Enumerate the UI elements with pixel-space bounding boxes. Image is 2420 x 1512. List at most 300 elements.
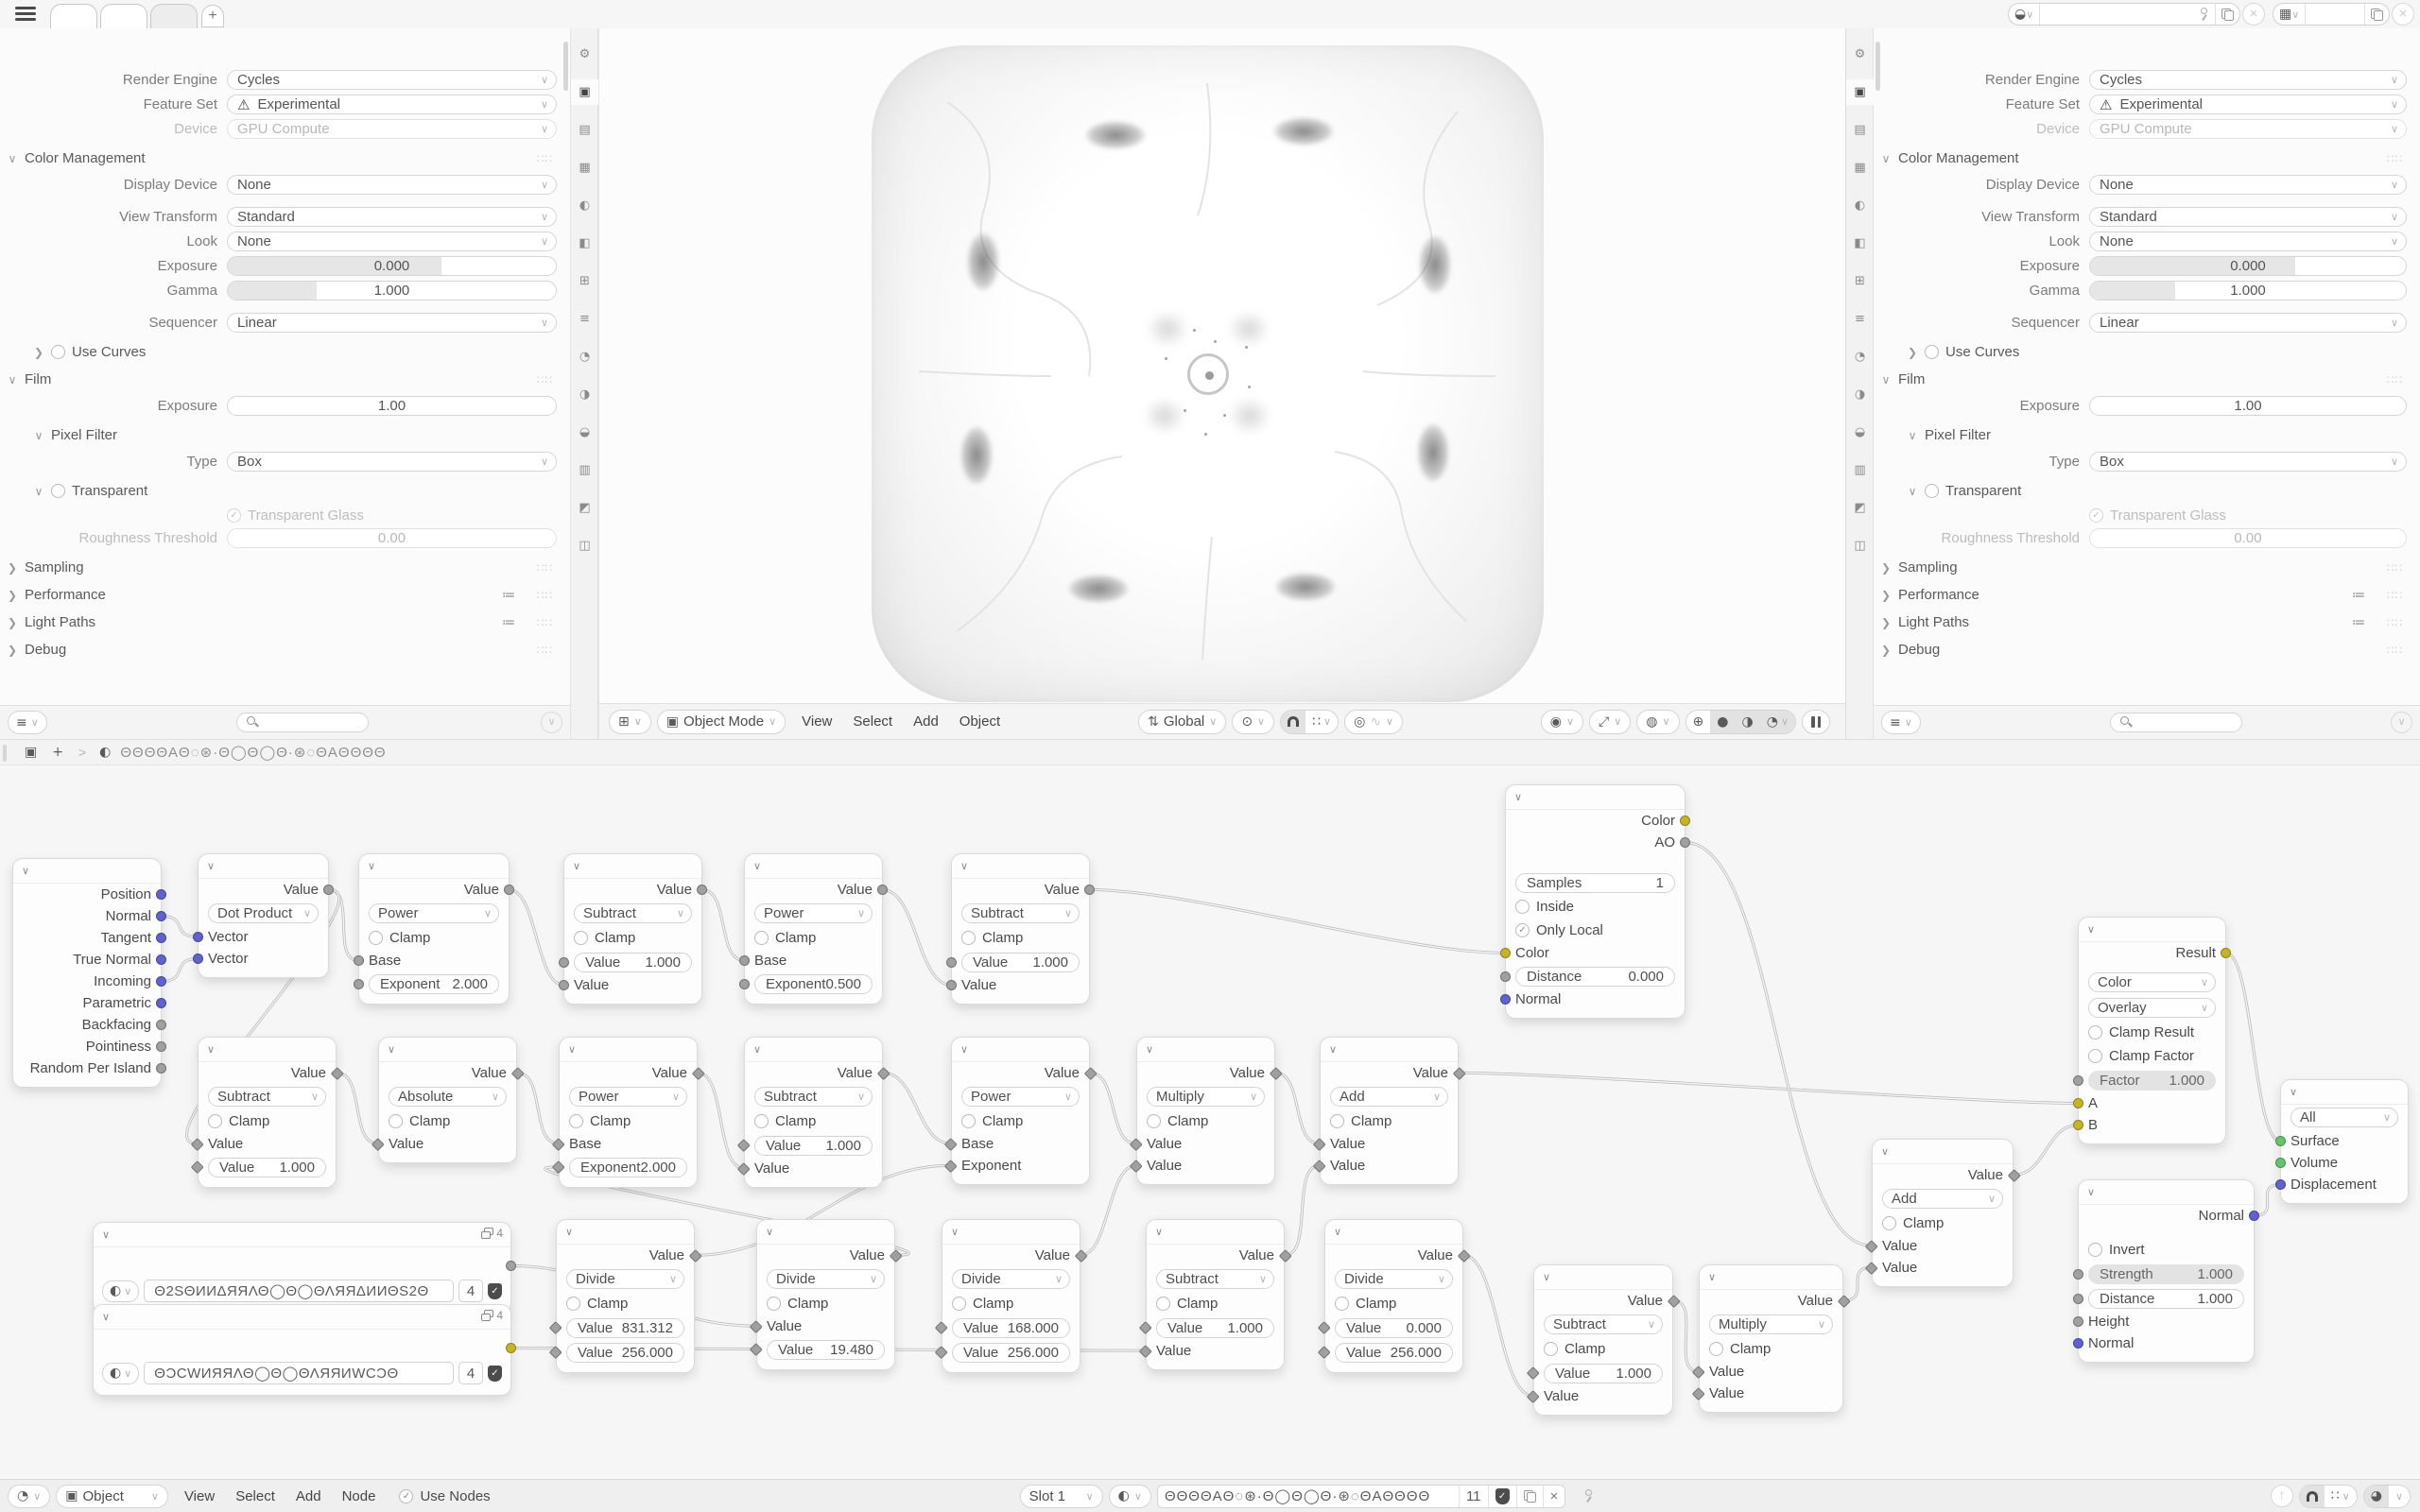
operation-dropdown[interactable]: [389, 1087, 507, 1107]
checkbox-icon[interactable]: [1709, 1342, 1723, 1356]
collapse-icon[interactable]: ∨: [207, 1044, 216, 1056]
input-socket[interactable]: [2073, 1269, 2083, 1280]
dropdown-feature-set[interactable]: [2089, 94, 2407, 114]
window-tab-3[interactable]: [150, 4, 198, 28]
drag-handle-icon[interactable]: ∷∷: [2386, 643, 2403, 657]
drag-handle-icon[interactable]: ∷∷: [2386, 560, 2403, 575]
prop-transparent-glass[interactable]: [0, 507, 557, 524]
input-socket[interactable]: [2073, 1294, 2083, 1304]
operation-dropdown[interactable]: [569, 1087, 687, 1107]
value-field-distance[interactable]: [1515, 967, 1675, 987]
node-add1[interactable]: [1320, 1037, 1459, 1185]
checkbox-icon[interactable]: [1925, 484, 1939, 498]
operation-dropdown[interactable]: [2088, 998, 2216, 1018]
dropdown-render-engine[interactable]: [227, 70, 557, 90]
shading-rendered-button[interactable]: ◔ ∨: [1760, 711, 1795, 733]
node-editor-canvas[interactable]: [0, 765, 2420, 1479]
collapse-icon[interactable]: ∨: [207, 861, 216, 872]
collapse-icon[interactable]: ∨: [102, 1229, 111, 1241]
checkbox-icon[interactable]: [1156, 1297, 1170, 1311]
checkbox-icon[interactable]: [51, 484, 65, 498]
input-socket[interactable]: [739, 955, 750, 966]
output-socket[interactable]: [506, 1261, 516, 1271]
properties-tab-object[interactable]: ⊞: [579, 274, 590, 288]
dropdown-device[interactable]: [227, 119, 557, 139]
input-socket[interactable]: [1500, 994, 1511, 1005]
input-socket[interactable]: [193, 954, 203, 964]
input-socket[interactable]: [354, 979, 364, 989]
scene-name-field[interactable]: [2040, 4, 2216, 25]
shading-solid-button[interactable]: ●: [1710, 711, 1735, 733]
image-name-field[interactable]: Θ2SΘИИΔЯЯΛΘ◯Θ◯ΘΛЯЯΔИИΘS2Θ: [144, 1280, 454, 1302]
scrollbar[interactable]: [3, 745, 7, 762]
checkbox-icon[interactable]: [961, 1114, 976, 1128]
collapse-icon[interactable]: ∨: [951, 1227, 959, 1238]
value-field-value[interactable]: [1156, 1318, 1274, 1338]
value-field-value[interactable]: [208, 1158, 326, 1177]
section-film[interactable]: [1874, 371, 2407, 387]
node-mul1[interactable]: [1136, 1037, 1275, 1185]
value-field-value[interactable]: [566, 1343, 684, 1363]
input-socket[interactable]: [1500, 971, 1511, 982]
value-field-value[interactable]: [566, 1318, 684, 1338]
operation-dropdown[interactable]: [1156, 1269, 1274, 1289]
checkbox-icon[interactable]: [208, 1114, 222, 1128]
node-editor-type-button[interactable]: ◔ ∨: [8, 1485, 50, 1508]
dropdown-display-device[interactable]: [2089, 175, 2407, 195]
overlays-toggle[interactable]: ⤢ ∨: [1589, 710, 1631, 734]
window-tab-2[interactable]: [100, 4, 147, 28]
properties-tab-texture[interactable]: ◫: [1854, 539, 1866, 553]
properties-tab-constraints[interactable]: ◒: [579, 425, 591, 439]
overlay-toggle[interactable]: ◕: [2364, 1486, 2389, 1507]
checkbox-icon[interactable]: [2088, 1243, 2102, 1257]
section-sampling[interactable]: [1874, 559, 2407, 576]
close-viewlayer-icon[interactable]: ×: [2392, 3, 2414, 26]
snap-toggle[interactable]: [1281, 711, 1305, 733]
orientation-dropdown[interactable]: ⇅ Global ∨: [1138, 710, 1226, 734]
slider-roughness-threshold[interactable]: [2089, 528, 2407, 548]
node-view-menu[interactable]: View: [183, 1487, 216, 1504]
operation-dropdown[interactable]: [754, 903, 873, 923]
drag-handle-icon[interactable]: ∷∷: [536, 372, 553, 387]
input-socket[interactable]: [2275, 1179, 2286, 1190]
operation-dropdown[interactable]: [1147, 1087, 1265, 1107]
viewport-select-menu[interactable]: Select: [853, 713, 893, 730]
collapse-icon[interactable]: ∨: [1329, 1044, 1338, 1056]
node-header[interactable]: [199, 854, 328, 879]
collapse-icon[interactable]: ∨: [1155, 1227, 1164, 1238]
hamburger-menu-icon[interactable]: [15, 7, 36, 22]
checkbox-icon[interactable]: [1925, 345, 1939, 359]
input-socket[interactable]: [2073, 1338, 2083, 1349]
overlay-settings[interactable]: ∨: [2394, 1490, 2403, 1503]
section-transparent[interactable]: [0, 483, 557, 499]
collapse-icon[interactable]: ∨: [2087, 1187, 2096, 1198]
xray-toggle[interactable]: ◍ ∨: [1636, 710, 1679, 734]
operation-dropdown[interactable]: [2088, 972, 2216, 992]
snap-settings[interactable]: ∷ ∨: [1312, 713, 1332, 730]
node-header[interactable]: [745, 1038, 882, 1062]
node-header[interactable]: [560, 1038, 697, 1062]
node-header[interactable]: [942, 1220, 1080, 1245]
operation-dropdown[interactable]: [566, 1269, 684, 1289]
image-browse-button[interactable]: ◐ ∨: [102, 1280, 139, 1302]
properties-tab-object-data[interactable]: ▥: [579, 463, 591, 477]
slider-gamma[interactable]: [227, 281, 557, 301]
node-add-menu[interactable]: Add: [295, 1487, 321, 1504]
drag-handle-icon[interactable]: ∷∷: [2386, 151, 2403, 165]
collapse-icon[interactable]: ∨: [573, 861, 581, 872]
output-socket[interactable]: [156, 1041, 166, 1052]
output-socket[interactable]: [156, 976, 166, 987]
collapse-icon[interactable]: ∨: [388, 1044, 396, 1056]
node-header[interactable]: [1321, 1038, 1458, 1062]
properties-tab-world[interactable]: ◧: [1854, 236, 1866, 250]
checkbox-icon[interactable]: [566, 1297, 580, 1311]
slider-exposure[interactable]: [2089, 396, 2407, 416]
drag-handle-icon[interactable]: ∷∷: [536, 615, 553, 629]
value-field-samples[interactable]: [1515, 873, 1675, 893]
input-socket[interactable]: [1500, 948, 1511, 958]
parent-node-tree-button[interactable]: ↑: [2271, 1485, 2293, 1507]
node-header[interactable]: [1506, 785, 1685, 810]
drag-handle-icon[interactable]: ∷∷: [536, 588, 553, 602]
checkbox-icon[interactable]: [2088, 1025, 2102, 1040]
image-name-field[interactable]: ΘƆCWИЯЯΛΘ◯Θ◯ΘΛЯЯИWCƆΘ: [144, 1362, 454, 1384]
value-field-strength[interactable]: [2088, 1264, 2244, 1284]
node-abs1[interactable]: [378, 1037, 517, 1163]
properties-tab-object-data[interactable]: ▥: [1854, 463, 1866, 477]
properties-tab-object[interactable]: ⊞: [1855, 274, 1865, 288]
fake-user-shield-icon[interactable]: ✓: [488, 1283, 502, 1299]
section-pixel-filter[interactable]: [0, 427, 557, 443]
collapse-icon[interactable]: ∨: [1881, 1146, 1890, 1158]
image-users-count[interactable]: 4: [458, 1280, 483, 1302]
operation-dropdown[interactable]: [952, 1269, 1070, 1289]
node-header[interactable]: [952, 1038, 1089, 1062]
node-div2[interactable]: [756, 1219, 895, 1370]
checkbox-icon[interactable]: [574, 931, 588, 945]
collapse-icon[interactable]: ∨: [568, 1044, 577, 1056]
operation-dropdown[interactable]: [574, 903, 692, 923]
snap-toggle[interactable]: [2300, 1486, 2325, 1507]
node-pow2[interactable]: [744, 853, 883, 1005]
collapse-icon[interactable]: ∨: [102, 1312, 111, 1323]
input-socket[interactable]: [354, 955, 364, 966]
output-socket[interactable]: [1680, 837, 1690, 848]
node-dot[interactable]: [198, 853, 329, 978]
properties-tab-tool[interactable]: ⚙: [579, 47, 591, 61]
viewport-view-menu[interactable]: View: [802, 713, 833, 730]
value-field-value[interactable]: [1544, 1364, 1663, 1383]
output-socket[interactable]: [504, 885, 514, 895]
collapse-icon[interactable]: ∨: [753, 1044, 762, 1056]
input-socket[interactable]: [2275, 1136, 2286, 1146]
properties-tab-scene[interactable]: ◐: [579, 198, 591, 213]
value-field-value[interactable]: [1335, 1318, 1453, 1338]
value-field-exponent[interactable]: [754, 974, 873, 994]
checkbox-icon[interactable]: [369, 931, 383, 945]
section-performance[interactable]: [0, 587, 557, 603]
drag-handle-icon[interactable]: ∷∷: [536, 151, 553, 165]
operation-dropdown[interactable]: [1882, 1189, 2003, 1209]
properties-tab-tool[interactable]: ⚙: [1854, 47, 1866, 61]
shading-wireframe-button[interactable]: ⊕: [1692, 713, 1704, 730]
value-field-value[interactable]: [754, 1136, 873, 1156]
drag-handle-icon[interactable]: ∷∷: [536, 560, 553, 575]
operation-dropdown[interactable]: [961, 1087, 1080, 1107]
node-header[interactable]: [94, 1305, 510, 1330]
viewport-editor-type-button[interactable]: ⊞ ∨: [609, 710, 651, 734]
node-add2[interactable]: [1872, 1139, 2014, 1287]
collapse-icon[interactable]: ∨: [960, 1044, 969, 1056]
properties-search-input[interactable]: [236, 713, 369, 732]
new-tab-button[interactable]: +: [201, 5, 224, 27]
collapse-icon[interactable]: ∨: [2290, 1087, 2298, 1098]
input-socket[interactable]: [946, 957, 957, 968]
section-light-paths[interactable]: [0, 614, 557, 630]
operation-dropdown[interactable]: [2290, 1108, 2398, 1127]
editor-type-button[interactable]: ≡ ∨: [8, 711, 47, 734]
checkbox-icon[interactable]: ✓: [2089, 508, 2103, 523]
node-header[interactable]: [745, 854, 882, 879]
output-socket[interactable]: [1680, 816, 1690, 826]
properties-tab-texture[interactable]: ◫: [579, 539, 591, 553]
material-users-count[interactable]: 11: [1459, 1486, 1488, 1507]
dropdown-look[interactable]: [2089, 232, 2407, 251]
node-header[interactable]: [13, 859, 161, 884]
node-sub6[interactable]: [1533, 1264, 1673, 1416]
output-socket[interactable]: [2249, 1211, 2259, 1221]
dropdown-type[interactable]: [227, 452, 557, 472]
operation-dropdown[interactable]: [208, 1087, 326, 1107]
checkbox-icon[interactable]: [1544, 1342, 1558, 1356]
node-pow3[interactable]: [559, 1037, 698, 1188]
checkbox-icon[interactable]: [1882, 1216, 1896, 1230]
scrollbar[interactable]: [1876, 42, 1880, 91]
checkbox-icon[interactable]: [754, 1114, 769, 1128]
node-header[interactable]: [2281, 1080, 2408, 1105]
slider-roughness-threshold[interactable]: [227, 528, 557, 548]
scrollbar[interactable]: [563, 42, 568, 91]
input-socket[interactable]: [2073, 1316, 2083, 1327]
viewport-add-menu[interactable]: Add: [913, 713, 939, 730]
properties-options-button[interactable]: ∨: [2391, 712, 2412, 733]
node-header[interactable]: [1325, 1220, 1462, 1245]
collapse-icon[interactable]: ∨: [2087, 924, 2096, 936]
section-use-curves[interactable]: [0, 344, 557, 360]
operation-dropdown[interactable]: [208, 903, 319, 923]
input-socket[interactable]: [2073, 1120, 2083, 1130]
image-browse-button[interactable]: ◐ ∨: [102, 1363, 139, 1384]
material-browse-button[interactable]: ◐ ∨: [1109, 1485, 1151, 1508]
checkbox-icon[interactable]: [961, 931, 976, 945]
section-sampling[interactable]: [0, 559, 557, 576]
node-img2[interactable]: [93, 1304, 511, 1396]
section-transparent[interactable]: [1874, 483, 2407, 499]
viewport-3d[interactable]: [599, 28, 1845, 739]
collapse-icon[interactable]: ∨: [1334, 1227, 1342, 1238]
view-layer-icon[interactable]: ▦ ∨: [2273, 4, 2306, 25]
operation-dropdown[interactable]: [754, 1087, 873, 1107]
node-header[interactable]: [1873, 1140, 2013, 1164]
properties-tab-scene[interactable]: ◐: [1854, 198, 1866, 213]
section-color-management[interactable]: [0, 150, 557, 166]
properties-tab-output[interactable]: ▤: [1854, 123, 1866, 137]
node-sub5[interactable]: [1146, 1219, 1285, 1370]
node-bump[interactable]: [2078, 1179, 2255, 1363]
collapse-icon[interactable]: ∨: [1543, 1272, 1551, 1283]
node-sub1[interactable]: [563, 853, 702, 1005]
node-header[interactable]: [1700, 1265, 1842, 1290]
output-socket[interactable]: [2221, 948, 2231, 958]
viewlayer-datablock-selector[interactable]: [2273, 3, 2390, 26]
pause-render-button[interactable]: [1802, 710, 1830, 734]
checkbox-icon[interactable]: [51, 345, 65, 359]
node-header[interactable]: [2079, 1180, 2254, 1205]
node-geo[interactable]: [12, 858, 162, 1088]
section-pixel-filter[interactable]: [1874, 427, 2407, 443]
section-film[interactable]: [0, 371, 557, 387]
drag-handle-icon[interactable]: ∷∷: [2386, 588, 2403, 602]
operation-dropdown[interactable]: [1330, 1087, 1448, 1107]
copy-material-icon[interactable]: [1516, 1486, 1543, 1507]
operation-dropdown[interactable]: [1335, 1269, 1453, 1289]
copy-viewlayer-icon[interactable]: [2365, 4, 2389, 25]
viewlayer-name-field[interactable]: [2306, 4, 2365, 25]
drag-handle-icon[interactable]: ∷∷: [2386, 372, 2403, 387]
value-field-value[interactable]: [952, 1318, 1070, 1338]
properties-tab-render[interactable]: ▣: [571, 79, 598, 105]
checkbox-icon[interactable]: [952, 1297, 966, 1311]
close-scene-icon[interactable]: ×: [2242, 3, 2265, 26]
checkbox-icon[interactable]: [1515, 900, 1530, 914]
node-mul2[interactable]: [1699, 1264, 1843, 1413]
node-header[interactable]: [2079, 918, 2225, 942]
slider-exposure[interactable]: [227, 256, 557, 276]
node-sub3[interactable]: [198, 1037, 337, 1188]
value-field-value[interactable]: [1335, 1343, 1453, 1363]
input-socket[interactable]: [946, 980, 957, 990]
operation-dropdown[interactable]: [961, 903, 1080, 923]
output-socket[interactable]: [877, 885, 888, 895]
dropdown-type[interactable]: [2089, 452, 2407, 472]
section-performance[interactable]: [1874, 587, 2407, 603]
node-img1[interactable]: [93, 1222, 511, 1314]
value-field-value[interactable]: [961, 953, 1080, 972]
collapse-icon[interactable]: ∨: [368, 861, 376, 872]
fake-user-shield-icon[interactable]: ✓: [488, 1366, 502, 1382]
node-header[interactable]: [199, 1038, 336, 1062]
gizmo-toggle[interactable]: ◉ ∨: [1541, 710, 1583, 734]
checkbox-icon[interactable]: [767, 1297, 781, 1311]
input-socket[interactable]: [2073, 1075, 2083, 1086]
properties-tab-modifiers[interactable]: ≡: [579, 312, 590, 326]
properties-tab-render[interactable]: ▣: [1846, 79, 1874, 105]
input-socket[interactable]: [559, 980, 569, 990]
editor-type-button[interactable]: ≡ ∨: [1881, 711, 1921, 734]
operation-dropdown[interactable]: [1709, 1314, 1833, 1334]
dropdown-device[interactable]: [2089, 119, 2407, 139]
node-pow4[interactable]: [951, 1037, 1090, 1185]
collapse-icon[interactable]: ∨: [766, 1227, 774, 1238]
output-socket[interactable]: [156, 954, 166, 965]
value-field-exponent[interactable]: [369, 974, 499, 994]
output-socket[interactable]: [156, 1020, 166, 1030]
properties-tab-world[interactable]: ◧: [579, 236, 591, 250]
node-ao[interactable]: [1505, 784, 1685, 1019]
slider-exposure[interactable]: [227, 396, 557, 416]
checkbox-icon[interactable]: ✓: [227, 508, 241, 523]
node-div5[interactable]: [1324, 1219, 1463, 1373]
checkbox-icon[interactable]: [1330, 1114, 1344, 1128]
section-debug[interactable]: [1874, 642, 2407, 658]
shading-material-button[interactable]: ◑: [1736, 711, 1760, 733]
node-div1[interactable]: [556, 1219, 695, 1373]
node-header[interactable]: [1137, 1038, 1274, 1062]
dropdown-render-engine[interactable]: [2089, 70, 2407, 90]
properties-tab-view-layer[interactable]: ▦: [579, 161, 591, 175]
output-socket[interactable]: [156, 998, 166, 1008]
dropdown-sequencer[interactable]: [2089, 313, 2407, 333]
operation-dropdown[interactable]: [369, 903, 499, 923]
list-icon[interactable]: ≔: [502, 614, 515, 629]
use-nodes-checkbox[interactable]: [399, 1488, 490, 1504]
node-node-menu[interactable]: Node: [341, 1487, 376, 1504]
node-pow1[interactable]: [358, 853, 510, 1005]
node-div3[interactable]: [942, 1219, 1080, 1373]
node-header[interactable]: [564, 854, 701, 879]
properties-tab-physics[interactable]: ◑: [1854, 387, 1866, 402]
dropdown-view-transform[interactable]: [227, 207, 557, 227]
collapse-icon[interactable]: ∨: [960, 861, 969, 872]
section-color-management[interactable]: [1874, 150, 2407, 166]
node-header[interactable]: [1147, 1220, 1284, 1245]
unlink-material-icon[interactable]: ×: [1543, 1486, 1565, 1507]
node-mix[interactable]: [2078, 917, 2226, 1144]
section-light-paths[interactable]: [1874, 614, 2407, 630]
value-field-value[interactable]: [574, 953, 692, 972]
section-debug[interactable]: [0, 642, 557, 658]
checkbox-icon[interactable]: [754, 931, 769, 945]
input-socket[interactable]: [739, 979, 750, 989]
mode-dropdown[interactable]: ▣ Object Mode ∨: [657, 710, 786, 734]
properties-tab-particles[interactable]: ◔: [1854, 350, 1866, 364]
collapse-icon[interactable]: ∨: [1708, 1272, 1717, 1283]
node-out[interactable]: [2280, 1079, 2409, 1204]
node-header[interactable]: [952, 854, 1089, 879]
output-socket[interactable]: [1084, 885, 1095, 895]
node-sub4[interactable]: [744, 1037, 883, 1188]
node-sub2[interactable]: [951, 853, 1090, 1005]
slider-exposure[interactable]: [2089, 256, 2407, 276]
checkbox-icon[interactable]: [389, 1114, 403, 1128]
snap-target-button[interactable]: ⊙ ∨: [1232, 710, 1274, 734]
list-icon[interactable]: ≔: [2352, 587, 2365, 602]
output-socket[interactable]: [697, 885, 707, 895]
output-socket[interactable]: [506, 1343, 516, 1353]
output-socket[interactable]: [156, 1063, 166, 1074]
slot-dropdown[interactable]: Slot 1 ∨: [1020, 1485, 1103, 1508]
value-field-exponent[interactable]: [569, 1158, 687, 1177]
output-socket[interactable]: [156, 889, 166, 900]
output-socket[interactable]: [156, 911, 166, 921]
proportional-editing-button[interactable]: ◎ ∿ ∨: [1344, 710, 1403, 734]
node-select-menu[interactable]: Select: [235, 1487, 275, 1504]
drag-handle-icon[interactable]: ∷∷: [536, 643, 553, 657]
output-socket[interactable]: [156, 933, 166, 943]
